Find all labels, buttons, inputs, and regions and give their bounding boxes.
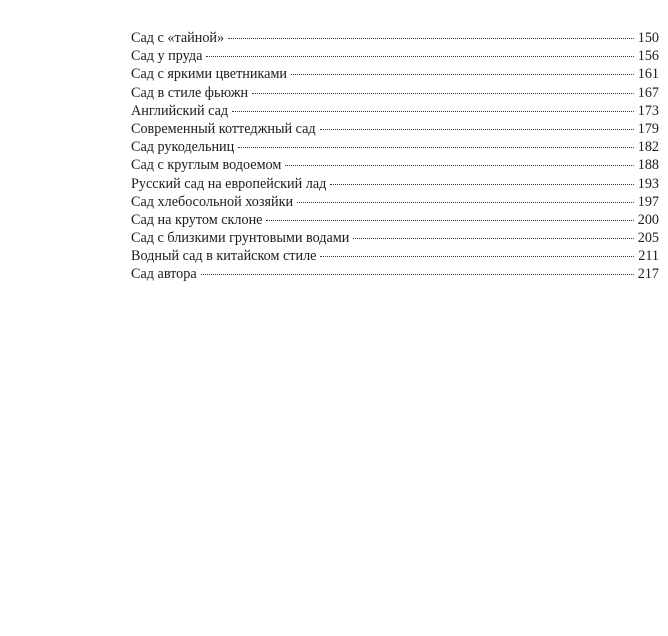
toc-dot-leader (291, 73, 634, 75)
toc-entry-title: Сад с круглым водоемом (131, 157, 282, 174)
toc-entry (131, 84, 659, 102)
toc-dot-leader (266, 219, 633, 221)
toc-entry (131, 193, 659, 211)
toc-entry (131, 29, 659, 47)
toc-entry-title: Сад в стиле фьюжн (131, 84, 249, 101)
toc-entry-title: Сад на крутом склоне (131, 211, 263, 228)
toc-dot-leader (285, 164, 633, 166)
table-of-contents (131, 29, 659, 284)
toc-entry-page: 182 (637, 139, 659, 156)
toc-entry-page: 205 (637, 230, 659, 247)
toc-entry-page: 200 (637, 211, 659, 228)
toc-entry-title: Современный коттеджный сад (131, 120, 316, 137)
toc-entry (131, 138, 659, 156)
toc-dot-leader (330, 183, 633, 185)
toc-entry-title: Сад у пруда (131, 48, 203, 65)
toc-dot-leader (252, 92, 634, 94)
toc-dot-leader (320, 255, 634, 257)
toc-entry-title: Английский сад (131, 102, 229, 119)
toc-entry-title: Водный сад в китайском стиле (131, 248, 317, 265)
toc-entry-page: 167 (637, 84, 659, 101)
toc-dot-leader (228, 37, 634, 39)
toc-entry (131, 211, 659, 229)
toc-entry-title: Сад автора (131, 266, 197, 283)
toc-entry-page: 197 (637, 193, 659, 210)
toc-entry (131, 47, 659, 65)
toc-entry-title: Сад хлебосольной хозяйки (131, 193, 294, 210)
toc-entry-title: Сад с «тайной» (131, 30, 225, 46)
toc-entry-page: 211 (638, 248, 659, 265)
toc-entry (131, 265, 659, 283)
toc-entry-title: Сад с яркими цветниками (131, 66, 288, 83)
toc-dot-leader (238, 146, 633, 148)
toc-entry (131, 156, 659, 174)
toc-entry-page: 217 (637, 266, 659, 283)
toc-entry (131, 229, 659, 247)
toc-entry-page: 150 (637, 30, 659, 46)
toc-entry-page: 188 (637, 157, 659, 174)
toc-entry-title: Сад рукодельниц (131, 139, 235, 156)
toc-entry-page: 179 (637, 120, 659, 137)
toc-entry (131, 65, 659, 83)
toc-dot-leader (206, 55, 633, 57)
toc-entry-page: 193 (637, 175, 659, 192)
toc-dot-leader (353, 237, 633, 239)
toc-dot-leader (297, 201, 634, 203)
toc-entry-page: 156 (637, 48, 659, 65)
toc-entry (131, 247, 659, 265)
toc-entry-title: Сад с близкими грунтовыми водами (131, 230, 350, 247)
toc-entry-page: 161 (637, 66, 659, 83)
toc-entry (131, 175, 659, 193)
toc-entry-title: Русский сад на европейский лад (131, 175, 327, 192)
toc-dot-leader (201, 273, 634, 275)
toc-entry (131, 120, 659, 138)
toc-entry-page: 173 (637, 102, 659, 119)
toc-dot-leader (320, 128, 634, 130)
toc-dot-leader (232, 110, 634, 112)
toc-entry (131, 102, 659, 120)
